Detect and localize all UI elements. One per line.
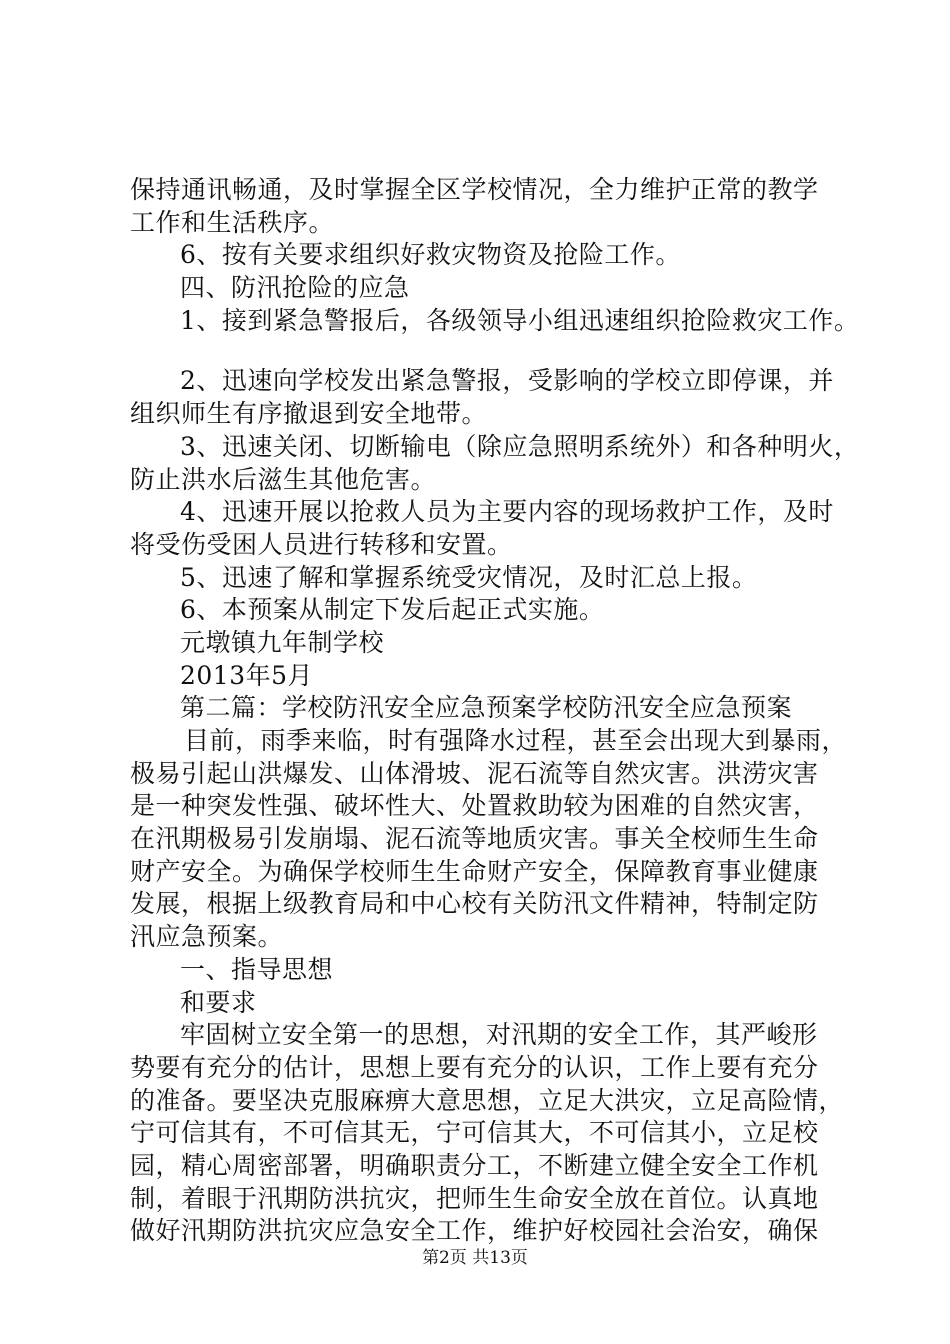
text-line: 的准备。要坚决克服麻痹大意思想，立足大洪灾，立足高险情，	[130, 1085, 845, 1115]
text-line: 4、迅速开展以抢救人员为主要内容的现场救护工作，及时	[180, 497, 834, 527]
text-line: 财产安全。为确保学校师生生命财产安全，保障教育事业健康	[130, 856, 819, 886]
text-line: 1、接到紧急警报后，各级领导小组迅速组织抢险救灾工作。	[180, 305, 860, 335]
text-line: 目前，雨季来临，时有强降水过程，甚至会出现大到暴雨，	[184, 726, 848, 755]
text-line: 在汛期极易引发崩塌、泥石流等地质灾害。事关全校师生生命	[130, 824, 819, 854]
text-line: 保持通讯畅通，及时掌握全区学校情况，全力维护正常的教学	[130, 175, 819, 204]
text-line: 牢固树立安全第一的思想，对汛期的安全工作，其严峻形	[180, 1020, 818, 1050]
blank-line	[130, 337, 850, 365]
document-body	[130, 174, 860, 1248]
text-line: 制，着眼于汛期防洪抗灾，把师生生命安全放在首位。认真地	[130, 1183, 819, 1213]
text-line: 宁可信其有，不可信其无，宁可信其大，不可信其小，立足校	[130, 1118, 819, 1148]
section-heading: 和要求	[180, 987, 257, 1017]
text-line: 工作和生活秩序。	[130, 207, 335, 237]
text-line: 做好汛期防洪抗灾应急安全工作，维护好校园社会治安，确保	[130, 1216, 819, 1246]
page-number-footer: 第2页 共13页	[422, 1248, 528, 1268]
section-heading: 一、指导思想	[180, 954, 334, 984]
text-line: 6、本预案从制定下发后起正式实施。	[180, 595, 605, 625]
text-line: 6、按有关要求组织好救灾物资及抢险工作。	[180, 240, 681, 270]
text-line: 极易引起山洪爆发、山体滑坡、泥石流等自然灾害。洪涝灾害	[130, 758, 819, 788]
text-line: 防止洪水后滋生其他危害。	[130, 464, 437, 494]
text-line: 3、迅速关闭、切断输电（除应急照明系统外）和各种明火，	[180, 431, 860, 461]
text-line: 2、迅速向学校发出紧急警报，受影响的学校立即停课，并	[180, 366, 834, 396]
text-line: 5、迅速了解和掌握系统受灾情况，及时汇总上报。	[180, 562, 758, 592]
section-heading: 四、防汛抢险的应急	[180, 273, 410, 303]
text-line: 将受伤受困人员进行转移和安置。	[130, 529, 513, 559]
text-line: 势要有充分的估计，思想上要有充分的认识，工作上要有充分	[130, 1052, 819, 1082]
text-line: 园，精心周密部署，明确职责分工，不断建立健全安全工作机	[130, 1150, 819, 1180]
text-line: 组织师生有序撤退到安全地带。	[130, 399, 488, 429]
text-line: 是一种突发性强、破坏性大、处置救助较为困难的自然灾害，	[130, 791, 819, 821]
signature-school: 元墩镇九年制学校	[180, 627, 385, 657]
chapter-heading: 第二篇：学校防汛安全应急预案学校防汛安全应急预案	[180, 693, 793, 723]
signature-date: 2013年5月	[180, 660, 314, 690]
text-line: 发展，根据上级教育局和中心校有关防汛文件精神，特制定防	[130, 889, 819, 919]
text-line: 汛应急预案。	[130, 922, 284, 952]
